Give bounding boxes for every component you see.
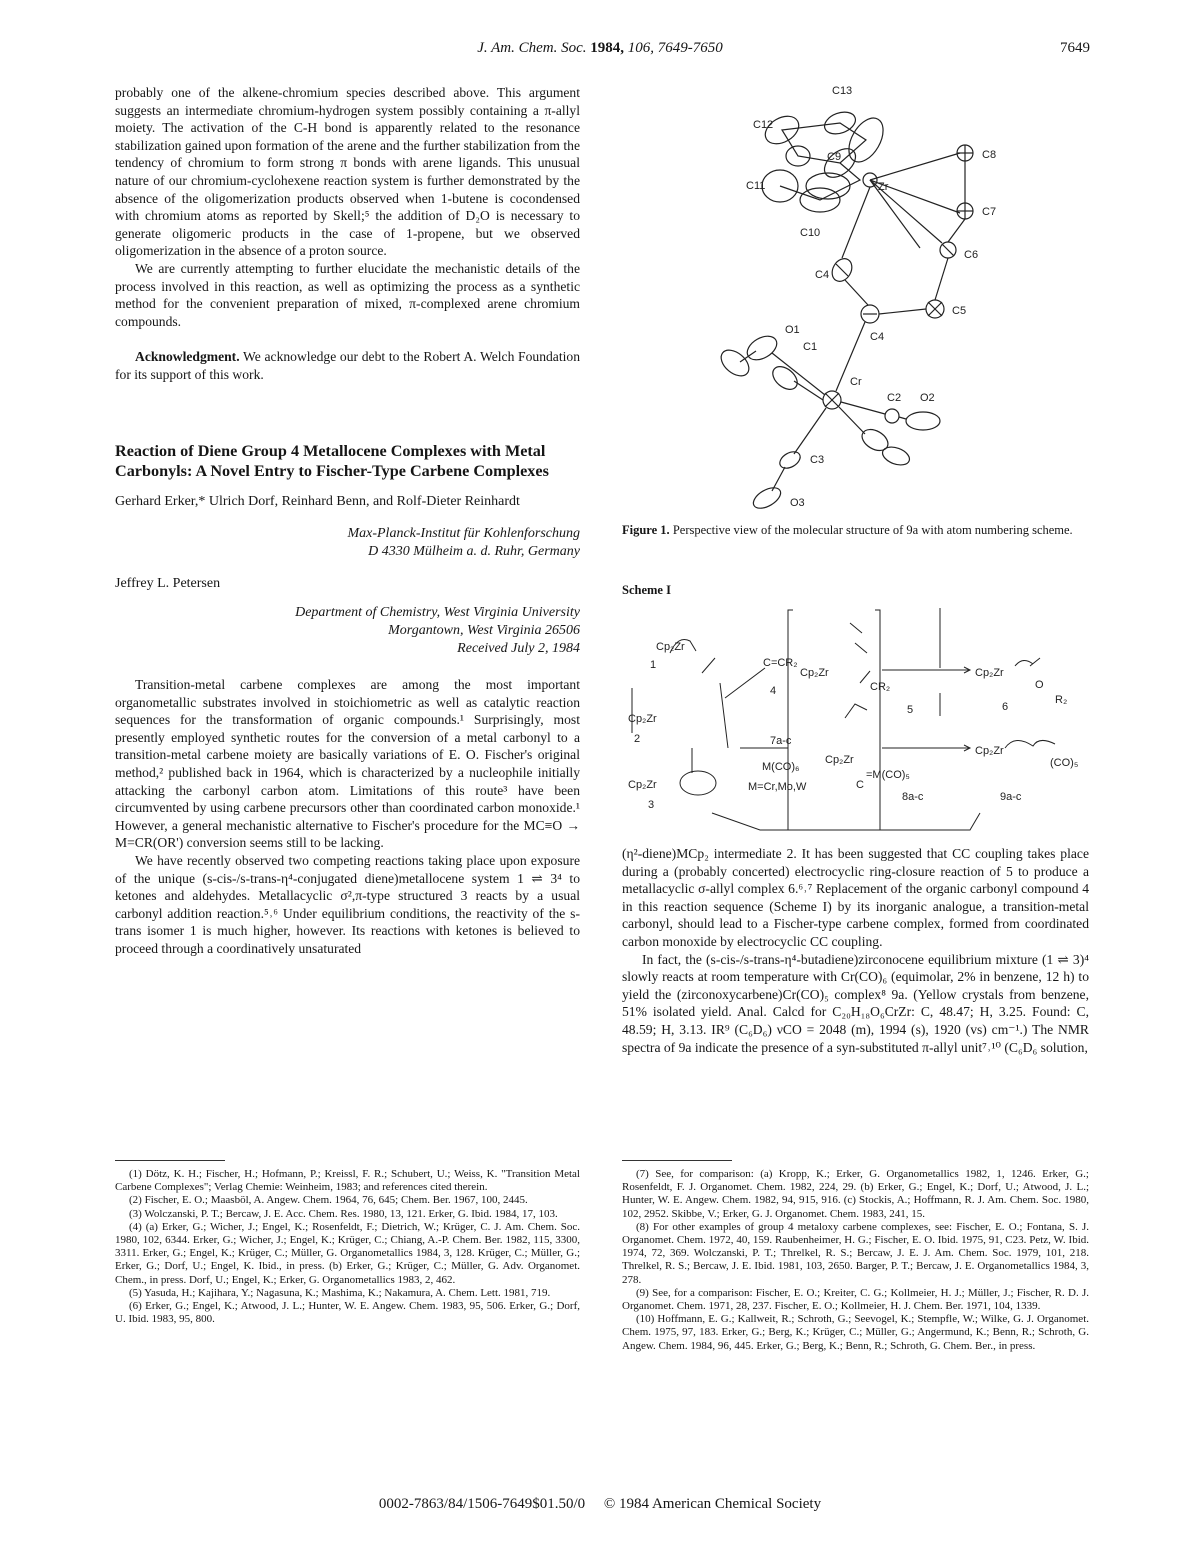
scheme-label-text: M=Cr,Mo,W (748, 781, 807, 793)
scheme-compound-number: 6 (1002, 701, 1009, 713)
scheme-compound-number: 9a-c (1000, 791, 1022, 803)
atom-label: C3 (810, 454, 825, 466)
scheme-label-text: C (856, 779, 864, 791)
atom-label: C11 (746, 180, 766, 192)
scheme-label-text: Cp₂Zr (628, 779, 657, 791)
body-paragraph: (η²-diene)MCp₂ intermediate 2. It has been suggested that CC coupling takes place during a (probably concerted) electrocyclic ring-closure reaction of 5 to produce a metallacyclic σ-allyl complex 6.⁶˒⁷ Replacement of the organic carbonyl compound 4 in this reaction sequence (Scheme I) by its inorganic analogue, a transition-metal carbonyl, should lead to a Fischer-type carbene complex, formed from coordinated carbon monoxide by electrocyclic CC coupling. (622, 846, 1089, 949)
reference: (10) Hoffmann, E. G.; Kallweit, R.; Schroth, G.; Seevogel, K.; Stempfle, W.; Wilke, G. J. Organomet. Chem. 1975, 97, 183. Erker, G.; Berg, K.; Krüger, C.; Müller, G.; Angermund, K.; Benn, R.; Schroth, G. Angew. Chem. 1984, 96, 445. Erker, G.; Berg, K.; Benn, R.; Schroth, G. Chem. Ber., in press. (622, 1313, 1089, 1352)
reference: (9) See, for a comparison: Fischer, E. O.; Kreiter, C. G.; Kollmeier, H. J.; Müller, J.; Fischer, R. D. J. Organomet. Chem. 1971, 28, 237. Fischer, E. O.; Kollmeier, H. J. Chem. Ber. 1971, 104, 1339. (622, 1286, 1089, 1313)
scheme-label-text: C=CR₂ (763, 657, 798, 669)
scheme-label: Scheme I (622, 583, 671, 597)
affiliation-line: Max-Planck-Institut für Kohlenforschung (347, 525, 580, 541)
journal-pages: 7649-7650 (657, 40, 723, 56)
scheme-label-text: R₂ (1055, 694, 1068, 706)
affiliation-2 (115, 604, 580, 658)
copyright-notice: © 1984 American Chemical Society (603, 1496, 822, 1512)
article-title: Reaction of Diene Group 4 Metallocene Complexes with Metal Carbonyls: A Novel Entry to Fischer-Type Carbene Complexes (115, 441, 549, 480)
body-paragraph: probably one of the alkene-chromium species described above. This argument suggests an intermediate chromium-hydrogen system possibly containing a π-allyl moiety. The activation of the C-H bond is apparently related to the resonance stabilization gained upon formation of the arene and the further stabilization from the tendency of chromium to form strong π bonds with arene ligands. This unusual nature of our chromium-cyclohexene reaction system is further demonstrated by the absence of the oligomerization products observed when 1-butene is cocondensed with chromium atoms as reported by Skell;⁵ the addition of D₂O is necessary to generate oligomeric products in the case of 1-propene, but we observed oligomerization in the absence of a proton source. (115, 85, 580, 259)
acknowledgment-text: We acknowledge our debt to the Robert A. Welch Foundation for its support of this work. (115, 349, 580, 382)
right-column (622, 845, 1089, 1056)
atom-label: O2 (920, 392, 935, 404)
references-left (115, 1168, 580, 1326)
journal-volume: 106, (627, 40, 655, 56)
molecular-structure-figure (660, 78, 1080, 518)
author-2: Jeffrey L. Petersen (115, 575, 221, 591)
scheme-label-text: (CO)₅ (1050, 757, 1079, 769)
acknowledgment (115, 348, 580, 383)
body-paragraph: In fact, the (s-cis-/s-trans-η⁴-butadiene)zirconocene equilibrium mixture (1 ⇌ 3)⁴ slowly reacts at room temperature with Cr(CO)₆ (equimolar, 2% in benzene, 12 h) to yield the (zirconoxycarbene)Cr(CO)₅ complex⁸ 9a. (Yellow crystals from benzene, 51% isolated yield. Anal. Calcd for C₂₀H₁₈O₆CrZr: C, 48.47; H, 3.25. Found: C, 48.59; H, 3.13. IR⁹ (C₆D₆) νCO = 2048 (m), 1994 (s), 1920 (vs) cm⁻¹.) The NMR spectra of 9a indicate the presence of a syn-substituted π-allyl unit⁷˒¹⁰ (C₆D₆ solution, (622, 951, 1089, 1055)
author-list: Gerhard Erker,* Ulrich Dorf, Reinhard Benn, and Rolf-Dieter Reinhardt (115, 493, 520, 509)
reference: (4) (a) Erker, G.; Wicher, J.; Engel, K.; Rosenfeldt, F.; Dietrich, W.; Krüger, C. J. Am. Chem. Soc. 1980, 102, 6344. Erker, G.; Wicher, J.; Engel, K.; Krüger, C.; Chiang, A.-P. Chem. Ber. 1982, 115, 3300, 3311. Erker, G.; Engel, K.; Krüger, C.; Müller, G. Organometallics 1984, 3, 128. Krüger, C.; Müller, G.; Erker, G.; Dorf, U.; Engel, K. Ibid., in press. (b) Erker, G.; Krüger, C.; Müller, G. Adv. Organomet. Chem., in press. Dorf, U.; Engel, K.; Erker, G. Organometallics 1983, 2, 462. (115, 1220, 580, 1286)
scheme-label-text: CR₂ (870, 681, 891, 693)
reaction-scheme (620, 598, 1090, 838)
figure-caption-label: Figure 1. (622, 523, 670, 537)
scheme-compound-number: 3 (648, 799, 655, 811)
atom-label: O1 (785, 324, 800, 336)
body-paragraph: Transition-metal carbene complexes are among the most important organometallic substrates involved in stoichiometric as well as catalytic reaction sequences for the transformation of organic compounds.¹ Surprisingly, most presently employed synthetic routes for the conversion of a metal carbonyl to a transition-metal carbene moiety are basically variations of E. O. Fischer's original method,² published back in 1964, which is characterized by a nucleophile initially attacking the carbonyl carbon atom. Limitations of this route³ have been circumvented by using carbene precursors other than coordinated carbon monoxide.¹ However, a general mechanistic alternative to Fischer's procedure for the MC≡O → M=CR(OR') conversion seems still to be lacking. (115, 677, 580, 851)
atom-label: Zr (878, 181, 889, 193)
issn-code: 0002-7863/84/1506-7649$01.50/0 (378, 1496, 586, 1512)
atom-label: C4 (870, 331, 885, 343)
scheme-label-text: =M(CO)₅ (866, 769, 910, 781)
left-column (115, 84, 580, 958)
reference: (7) See, for comparison: (a) Kropp, K.; Erker, G. Organometallics 1982, 1, 1246. Erker, G.; Rosenfeldt, F. J. Organomet. Chem. 1982, 224, 29. (b) Erker, G.; Engel, K.; Dorf, U.; Atwood, J. L.; Hunter, W. E. Angew. Chem. 1982, 94, 915, 916. (c) Stockis, A.; Hoffmann, R. J. Am. Chem. Soc. 1980, 102, 2952. Skibbe, V.; Erker, G. J. Organomet. Chem. 1983, 241, 15. (622, 1168, 1089, 1220)
scheme-compound-number: 4 (770, 685, 777, 697)
scheme-compound-number: 7a-c (770, 735, 792, 747)
acknowledgment-label: Acknowledgment. (135, 349, 240, 365)
scheme-compound-number: 5 (907, 704, 914, 716)
atom-label: C6 (964, 249, 979, 261)
atom-label: C8 (982, 149, 997, 161)
scheme-label-text: Cp₂Zr (628, 713, 657, 725)
scheme-label-text: O (1035, 679, 1044, 691)
reference: (8) For other examples of group 4 metaloxy carbene complexes, see: Fischer, E. O.; Fontana, S. J. Organomet. Chem. 1972, 40, 159. Raubenheimer, H. G.; Fischer, E. O. Ibid. 1975, 91, C23. Petz, W. Ibid. 1974, 72, 369. Wolczanski, P. T.; Threlkel, R. S.; Bercaw, J. E. J. Am. Chem. Soc. 1979, 101, 218. Threlkel, R. S.; Bercaw, J. E. Ibid. 1981, 103, 2650. Barger, P. T.; Bercaw, J. E. Organometallics 1984, 3, 278. (622, 1220, 1089, 1286)
received-date: Received July 2, 1984 (457, 641, 580, 657)
journal-name: J. Am. Chem. Soc. (477, 40, 587, 56)
scheme-label-text: Cp₂Zr (656, 641, 685, 653)
footnote-rule (622, 1160, 732, 1161)
affiliation-line: Morgantown, West Virginia 26506 (388, 623, 580, 639)
atom-label: C7 (982, 206, 997, 218)
scheme-compound-number: 2 (634, 733, 641, 745)
scheme-compound-number: 8a-c (902, 791, 924, 803)
affiliation-line: Department of Chemistry, West Virginia University (295, 605, 580, 621)
reference: (2) Fischer, E. O.; Maasböl, A. Angew. Chem. 1964, 76, 645; Chem. Ber. 1967, 100, 2445. (129, 1194, 528, 1207)
reference: (5) Yasuda, H.; Kajihara, Y.; Nagasuna, K.; Mashima, K.; Nakamura, A. Chem. Lett. 1981, 719. (129, 1286, 551, 1299)
atom-label: C9 (827, 151, 842, 163)
journal-year: 1984, (590, 40, 625, 56)
atom-label: C12 (753, 119, 774, 131)
reference: (6) Erker, G.; Engel, K.; Atwood, J. L.; Hunter, W. E. Angew. Chem. 1983, 95, 506. Erker, G.; Dorf, U. Ibid. 1983, 95, 800. (115, 1300, 580, 1326)
atom-label: C10 (800, 227, 821, 239)
scheme-label-text: Cp₂Zr (800, 667, 829, 679)
scheme-label-text: Cp₂Zr (825, 754, 854, 766)
atom-label: C4 (815, 269, 830, 281)
scheme-label-text: Cp₂Zr (975, 667, 1004, 679)
atom-label: C2 (887, 392, 902, 404)
atom-label: C13 (832, 85, 853, 97)
atom-label: C1 (803, 341, 818, 353)
reference: (3) Wolczanski, P. T.; Bercaw, J. E. Acc. Chem. Res. 1980, 13, 121. Erker, G. Ibid. 1984, 17, 103. (129, 1207, 558, 1220)
body-paragraph: We have recently observed two competing reactions taking place upon exposure of the unique (s-cis-/s-trans-η⁴-conjugated diene)metallocene system 1 ⇌ 3⁴ to ketones and aldehydes. Metallacyclic σ²,π-type structured 3 reacts by a usual carbonyl addition reaction.⁵˒⁶ Under equilibrium conditions, the reactivity of the s-trans isomer 1 is much higher, however. Its reactions with ketones is believed to proceed through a coordinatively unsaturated (115, 853, 580, 956)
footnote-rule (115, 1160, 225, 1161)
atom-label: O3 (790, 497, 805, 509)
running-header (0, 40, 1200, 57)
scheme-compound-number: 1 (650, 659, 657, 671)
scheme-label-text: M(CO)₆ (762, 761, 800, 773)
atom-label: Cr (850, 376, 862, 388)
figure-caption-text: Perspective view of the molecular structure of 9a with atom numbering scheme. (669, 523, 1073, 537)
page-footer (0, 1496, 1200, 1513)
references-right (622, 1168, 1089, 1353)
figure-caption (622, 523, 1089, 538)
reference: (1) Dötz, K. H.; Fischer, H.; Hofmann, P.; Kreissl, F. R.; Schubert, U.; Weiss, K. "Transition Metal Carbene Complexes"; Verlag Chemie: Weinheim, 1983; and references cited therein. (115, 1168, 580, 1194)
affiliation-1 (115, 525, 580, 561)
page-number: 7649 (1060, 40, 1090, 56)
scheme-label-text: Cp₂Zr (975, 745, 1004, 757)
affiliation-line: D 4330 Mülheim a. d. Ruhr, Germany (368, 543, 580, 559)
atom-label: C5 (952, 305, 967, 317)
body-paragraph: We are currently attempting to further elucidate the mechanistic details of the process involved in this reaction, as well as optimizing the process as a synthetic method for the convenient preparation of mixed, π-complexed arene chromium compounds. (115, 260, 580, 329)
